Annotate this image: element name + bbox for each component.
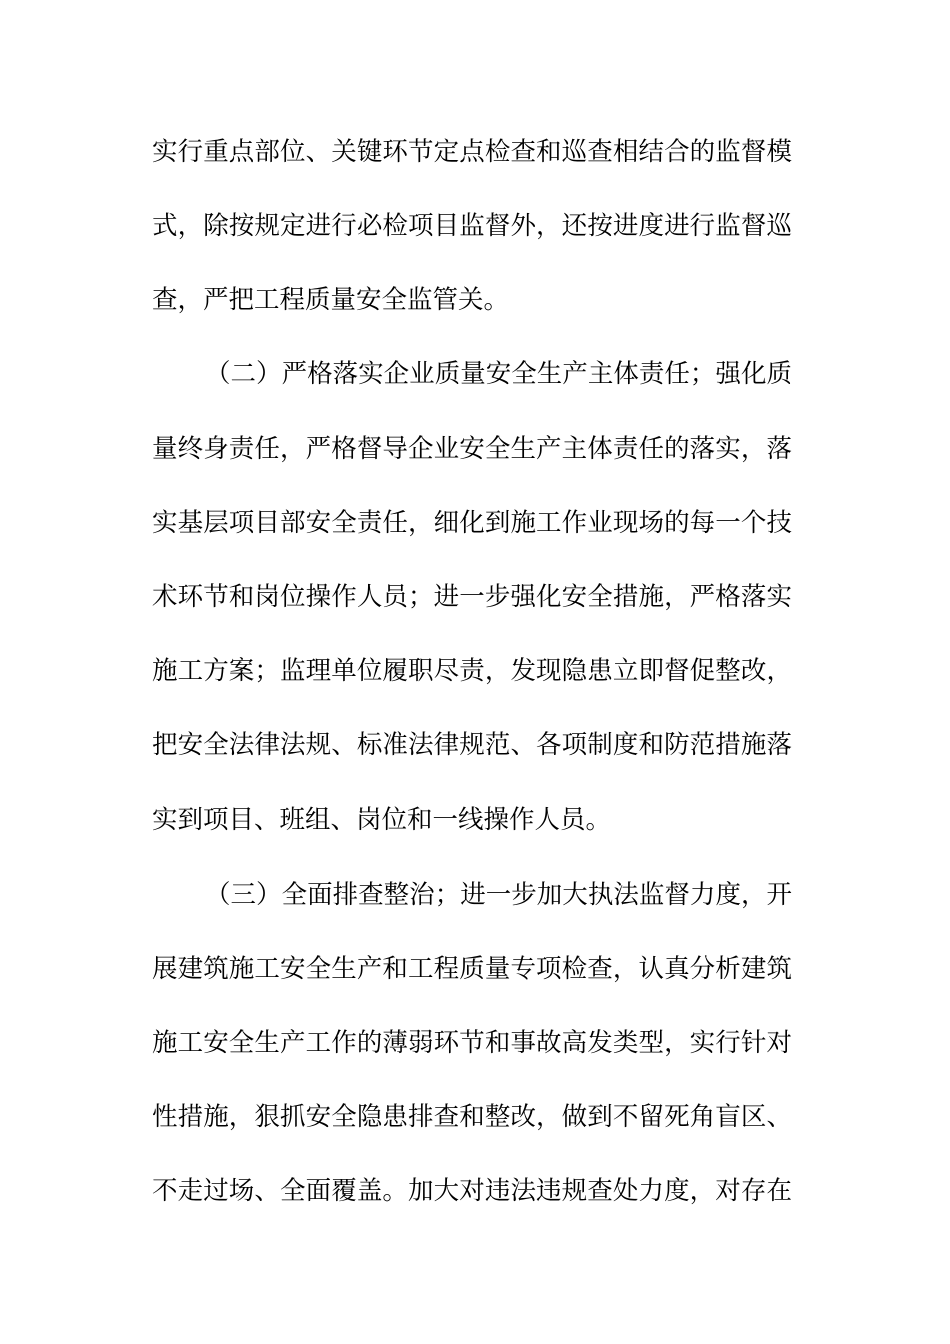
paragraph-line: 施工安全生产工作的薄弱环节和事故高发类型，实行针对: [152, 1028, 792, 1058]
paragraph-line: 把安全法律法规、标准法律规范、各项制度和防范措施落: [152, 730, 792, 760]
paragraph-line: 实基层项目部安全责任，细化到施工作业现场的每一个技: [152, 508, 792, 538]
paragraph-line: （三）全面排查整治；进一步加大执法监督力度，开: [205, 880, 792, 910]
paragraph-line: 展建筑施工安全生产和工程质量专项检查，认真分析建筑: [152, 954, 792, 984]
paragraph-line: 性措施，狠抓安全隐患排查和整改，做到不留死角盲区、: [152, 1102, 792, 1132]
paragraph-line: 式，除按规定进行必检项目监督外，还按进度进行监督巡: [152, 211, 792, 241]
paragraph-line: 不走过场、全面覆盖。加大对违法违规查处力度，对存在: [152, 1176, 792, 1206]
paragraph-line: 查，严把工程质量安全监管关。: [152, 285, 510, 315]
paragraph-line: 术环节和岗位操作人员；进一步强化安全措施，严格落实: [152, 582, 792, 612]
paragraph-line: 实到项目、班组、岗位和一线操作人员。: [152, 805, 612, 835]
paragraph-line: 量终身责任，严格督导企业安全生产主体责任的落实，落: [152, 434, 792, 464]
paragraph-line: 实行重点部位、关键环节定点检查和巡查相结合的监督模: [152, 137, 792, 167]
paragraph-line: 施工方案；监理单位履职尽责，发现隐患立即督促整改，: [152, 656, 792, 686]
paragraph-line: （二）严格落实企业质量安全生产主体责任；强化质: [205, 359, 792, 389]
